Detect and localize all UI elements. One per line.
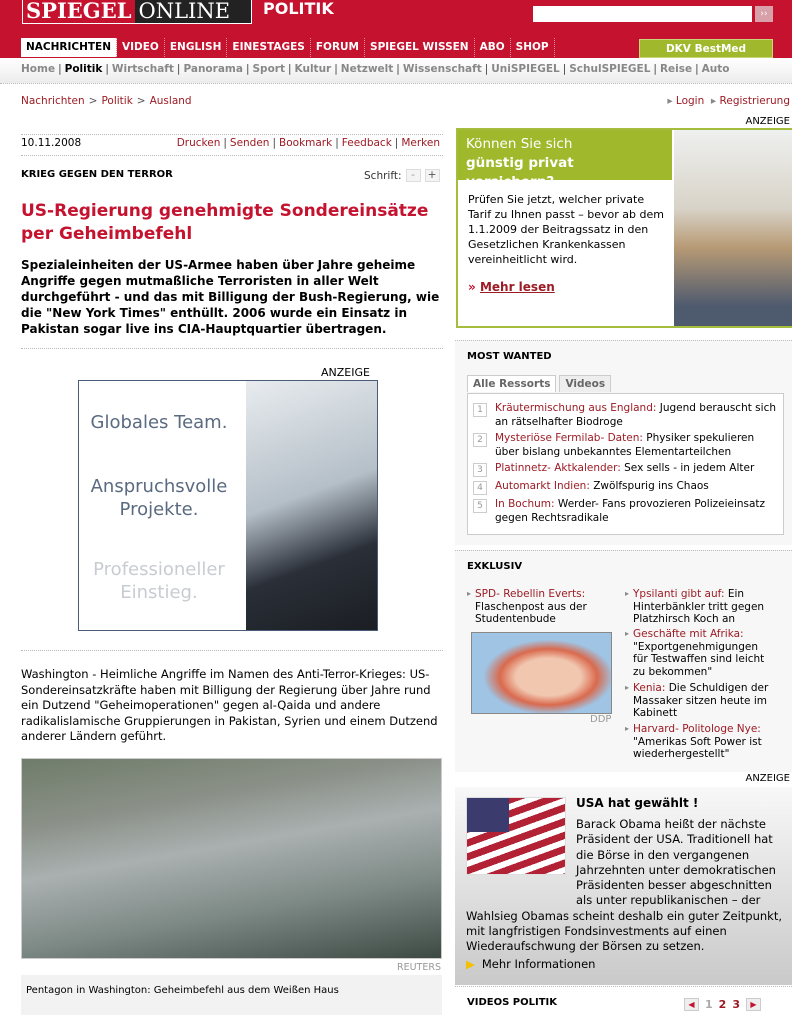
subnav-panorama[interactable]: Panorama — [183, 63, 243, 75]
rank-number: 3 — [473, 463, 487, 477]
drucken-link[interactable]: Drucken — [176, 137, 221, 149]
subnav-wirtschaft[interactable]: Wirtschaft — [111, 63, 174, 75]
insurance-ad-photo — [674, 130, 792, 326]
article-kicker: KRIEG GEGEN DEN TERROR — [21, 169, 173, 180]
page-1[interactable]: 1 — [705, 998, 713, 1011]
account-links: ▸ Login ▸ Registrierung — [667, 95, 790, 107]
breadcrumb-politik[interactable]: Politik — [101, 95, 133, 107]
item-kicker[interactable]: Automarkt Indien: — [495, 480, 590, 492]
exklusiv-box — [455, 550, 792, 772]
exklusiv-item[interactable] — [625, 682, 775, 720]
subnav-home[interactable]: Home — [21, 63, 56, 75]
search-input[interactable] — [533, 6, 752, 22]
font-decrease-button[interactable]: - — [406, 169, 421, 182]
article-lead: Spezialeinheiten der US-Armee haben über Jahre geheime Angriffe gegen mutmaßliche Terroristen in aller Welt durchgeführt - und das mit Billigung der Bush-Regierung, wie die "New York Times" enthüllt. 2006 wurde ein Einsatz in Pakistan sogar live ins CIA-Hauptquartier übertragen. — [21, 258, 440, 336]
item-kicker[interactable]: Ypsilanti gibt auf: — [633, 588, 725, 600]
item-text: Zwölfspurig ins Chaos — [593, 480, 709, 492]
font-increase-button[interactable]: + — [425, 169, 440, 182]
article-body: Washington - Heimliche Angriffe im Namen des Anti-Terror-Krieges: US-Sondereinsatzkräfte haben mit Billigung der Regierung über Jahre rund ein Dutzend "Geheimoperationen" gegen al-Qaida und andere radikalislamische Gruppierungen in Pakistan, Syrien und einem Dutzend anderer Ländern geführt. — [21, 667, 438, 743]
subnav-politik[interactable]: Politik — [64, 63, 103, 75]
rank-number: 4 — [473, 481, 487, 495]
page-2[interactable]: 2 — [718, 998, 727, 1011]
login-link[interactable]: Login — [675, 95, 705, 107]
subnav-sport[interactable]: Sport — [252, 63, 285, 75]
tab-alle-ressorts[interactable]: Alle Ressorts — [467, 375, 556, 392]
job-ad-banner[interactable] — [78, 380, 378, 631]
nav-einestages[interactable]: EINESTAGES — [227, 38, 310, 57]
ad-photo — [246, 381, 378, 631]
videos-politik-title: VIDEOS POLITIK — [467, 997, 557, 1008]
subnav-unispiegel[interactable]: UniSPIEGEL — [491, 63, 560, 75]
exklusiv-item[interactable] — [625, 723, 775, 761]
ad-label: ANZEIGE — [321, 366, 370, 379]
item-text: Physiker spekulieren über bislang unbekanntes Elementarteilchen — [495, 432, 755, 458]
page-3[interactable]: 3 — [732, 998, 740, 1011]
ad-line: Anspruchsvolle Projekte. — [90, 476, 228, 520]
subnav-netzwelt[interactable]: Netzwelt — [340, 63, 394, 75]
divider — [21, 155, 443, 156]
item-text: Die Schuldigen der Massaker sitzen heute im Kabinett — [633, 682, 769, 719]
search-button[interactable]: ›› — [755, 6, 773, 22]
usa-ad-title: USA hat gewählt ! — [576, 796, 699, 810]
item-text: Flaschenpost aus der Studentenbude — [475, 600, 587, 625]
item-text: Jugend berauscht sich an rätselhafter Biodroge — [495, 402, 776, 428]
item-text: "Amerikas Soft Power ist wiederhergestellt" — [633, 735, 762, 760]
item-kicker[interactable]: Kenia: — [633, 682, 666, 694]
insurance-ad-text: Prüfen Sie jetzt, welcher private Tarif zu Ihnen passt – bevor ab dem 1.1.2009 der Beitragssatz in den Gesetzlichen Krankenkassen vereinheitlicht wird. — [468, 193, 664, 266]
section-title: POLITIK — [263, 0, 334, 18]
nav-spiegel-wissen[interactable]: SPIEGEL WISSEN — [365, 38, 475, 57]
breadcrumb-nachrichten[interactable]: Nachrichten — [21, 95, 85, 107]
insurance-ad[interactable]: Können Sie sich günstig privat versichern? Prüfen Sie jetzt, welcher private Tarif zu Ihnen passt – bevor ab dem 1.1.2009 der Beitragssatz in den Gesetzlichen Krankenkassen vereinheitlicht wird. » Mehr lesen — [456, 128, 792, 328]
sub-nav: Home | Politik | Wirtschaft | Panorama | Sport | Kultur | Netzwelt | Wissenschaft | UniSPIEGEL | SchulSPIEGEL | Reise | Auto — [0, 58, 792, 84]
exklusiv-title: EXKLUSIV — [467, 561, 523, 572]
item-kicker[interactable]: Mysteriöse Fermilab- Daten: — [495, 432, 643, 444]
nav-abo[interactable]: ABO — [475, 38, 511, 57]
divider — [21, 134, 443, 135]
arrow-icon: ▶ — [466, 957, 475, 971]
divider — [21, 650, 443, 651]
font-size-control: Schrift: - + — [364, 169, 440, 182]
breadcrumb-ausland[interactable]: Ausland — [149, 95, 192, 107]
spiegel-online-logo[interactable]: SPIEGEL ONLINE — [22, 0, 252, 24]
most-wanted-box — [455, 340, 792, 545]
article-tools: Drucken | Senden | Bookmark | Feedback | Merken — [176, 137, 440, 149]
most-wanted-item[interactable] — [473, 401, 778, 429]
item-text: Werder- Fans provozieren Polizeieinsatz gegen Rechtsradikale — [495, 498, 766, 524]
mehr-lesen-link[interactable]: Mehr lesen — [479, 280, 555, 294]
rank-number: 5 — [473, 499, 487, 513]
most-wanted-item[interactable] — [473, 497, 778, 525]
nav-shop[interactable]: SHOP — [511, 38, 555, 57]
most-wanted-title: MOST WANTED — [467, 351, 552, 362]
most-wanted-item[interactable] — [473, 461, 778, 477]
ad-label: ANZEIGE — [745, 773, 790, 784]
exklusiv-item[interactable] — [625, 588, 775, 626]
photo-caption: Pentagon in Washington: Geheimbefehl aus dem Weißen Haus — [21, 975, 442, 1015]
rank-number: 1 — [473, 403, 487, 417]
item-kicker[interactable]: Platinnetz- Aktkalender: — [495, 462, 621, 474]
exklusiv-item[interactable] — [625, 628, 775, 678]
item-kicker[interactable]: Kräutermischung aus England: — [495, 402, 657, 414]
main-nav — [21, 38, 555, 57]
photo-credit: DDP — [590, 714, 612, 725]
most-wanted-list — [467, 393, 784, 535]
nav-forum[interactable]: FORUM — [311, 38, 365, 57]
subnav-auto[interactable]: Auto — [701, 63, 730, 75]
item-kicker[interactable]: Harvard- Politologe Nye: — [633, 723, 761, 735]
dkv-promo-button[interactable]: DKV BestMed — [639, 39, 773, 58]
item-kicker[interactable]: Geschäfte mit Afrika: — [633, 628, 744, 640]
article-date: 10.11.2008 — [21, 137, 82, 149]
divider — [21, 348, 443, 349]
most-wanted-item[interactable] — [473, 479, 778, 495]
prev-arrow-icon[interactable]: ◀ — [684, 998, 699, 1011]
subnav-schulspiegel[interactable]: SchulSPIEGEL — [569, 63, 651, 75]
nav-nachrichten[interactable]: NACHRICHTEN — [21, 38, 117, 57]
item-text: Sex sells - in jedem Alter — [624, 462, 755, 474]
item-kicker[interactable]: In Bochum: — [495, 498, 555, 510]
bookmark-link[interactable]: Bookmark — [279, 137, 333, 149]
article-meta — [21, 137, 443, 154]
usa-ad-text: Barack Obama heißt der nächste Präsident der USA. Traditionell hat die Börse in den vergangenen Jahrzehnten unter demokratischen Präsidenten besser abgeschnitten als unter republikanischen – der Wahlsieg Obamas scheint deshalb ein guter Zeitpunkt, mit langfristigen Fondsinvestments auf einen Wiederaufschwung der Börsen zu setzen. — [466, 817, 782, 954]
register-link[interactable]: Registrierung — [719, 95, 790, 107]
tab-videos[interactable]: Videos — [559, 375, 611, 392]
usa-ad[interactable] — [455, 787, 792, 985]
rank-number: 2 — [473, 433, 487, 447]
subnav-kultur[interactable]: Kultur — [294, 63, 332, 75]
breadcrumb: Nachrichten > Politik > Ausland — [21, 95, 192, 107]
mehr-informationen-link[interactable]: ▶ Mehr Informationen — [466, 957, 596, 971]
pentagon-photo[interactable] — [21, 758, 442, 959]
divider — [455, 986, 792, 987]
senden-link[interactable]: Senden — [229, 137, 270, 149]
nav-video[interactable]: VIDEO — [117, 38, 165, 57]
item-text: Ein Hinterbänkler tritt gegen Platzhirsch Koch an — [633, 588, 765, 625]
item-text: "Exportgenehmigungen für Testwaffen sind leicht zu bekommen" — [633, 640, 765, 678]
article-headline: US-Regierung genehmigte Sondereinsätze per Geheimbefehl — [21, 201, 429, 244]
item-kicker[interactable]: SPD- Rebellin Everts: — [475, 588, 586, 600]
everts-photo[interactable] — [471, 632, 612, 714]
photo-credit: REUTERS — [397, 962, 441, 973]
merken-link[interactable]: Merken — [401, 137, 440, 149]
nav-english[interactable]: ENGLISH — [165, 38, 228, 57]
subnav-wissenschaft[interactable]: Wissenschaft — [402, 63, 482, 75]
ad-line: Professioneller Einstieg. — [93, 559, 225, 603]
subnav-reise[interactable]: Reise — [659, 63, 693, 75]
most-wanted-item[interactable] — [473, 431, 778, 459]
feedback-link[interactable]: Feedback — [341, 137, 392, 149]
ad-label: ANZEIGE — [745, 116, 790, 127]
next-arrow-icon[interactable]: ▶ — [746, 998, 761, 1011]
insurance-ad-title: Können Sie sich günstig privat versichern? — [458, 130, 672, 180]
exklusiv-item[interactable] — [467, 588, 607, 626]
video-pager — [684, 998, 761, 1011]
ad-line: Globales Team. — [90, 412, 228, 433]
